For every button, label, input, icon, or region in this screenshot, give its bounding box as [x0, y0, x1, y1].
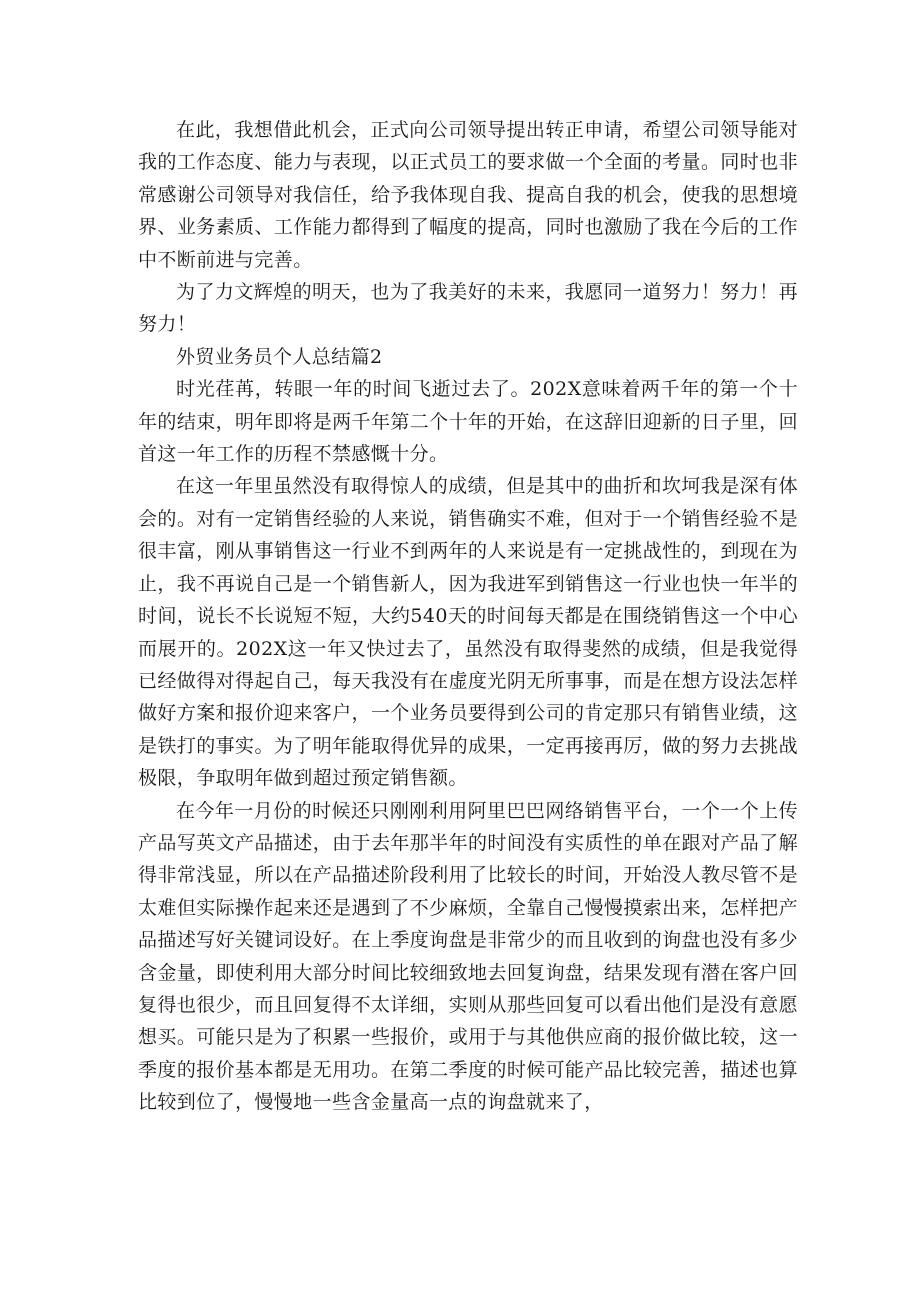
paragraph-pledge: 为了力文辉煌的明天，也为了我美好的未来，我愿同一道努力！努力！再努力！: [138, 281, 798, 336]
paragraph-sales-experience: 在这一年里虽然没有取得惊人的成绩，但是其中的曲折和坎坷我是深有体会的。对有一定销售经验的人来说，销售确实不难，但对于一个销售经验不是很丰富，刚从事销售这一行业不到两年的人来说是有一定挑战性的，到现在为止，我不再说自己是一个销售新人，因为我进军到销售这一行业也快一年半的时间，说长不长说短不短，大约540天的时间每天都是在围绕销售这一个中心而展开的。202X这一年又快过去了，虽然没有取得斐然的成绩，但是我觉得已经做得对得起自己，每天我没有在虚度光阴无所事事，而是在想方设法怎样做好方案和报价迎来客户，一个业务员要得到公司的肯定那只有销售业绩，这是铁打的事实。为了明年能取得优异的成果，一定再接再厉，做的努力去挑战极限，争取明年做到超过预定销售额。: [138, 475, 798, 790]
paragraph-application: 在此，我想借此机会，正式向公司领导提出转正申请，希望公司领导能对我的工作态度、能力与表现，以正式员工的要求做一个全面的考量。同时也非常感谢公司领导对我信任，给予我体现自我、提高自我的机会，使我的思想境界、业务素质、工作能力都得到了幅度的提高，同时也激励了我在今后的工作中不断前进与完善。: [138, 119, 798, 271]
document-body: [138, 114, 798, 1119]
paragraph-year-review: 时光荏苒，转眼一年的时间飞逝过去了。202X意味着两千年的第一个十年的结束，明年即将是两千年第二个十年的开始，在这辞旧迎新的日子里，回首这一年工作的历程不禁感慨十分。: [138, 378, 798, 466]
section-heading: 外贸业务员个人总结篇2: [176, 345, 383, 368]
paragraph-alibaba-platform: 在今年一月份的时候还只刚刚利用阿里巴巴网络销售平台，一个一个上传产品写英文产品描述，由于去年那半年的时间没有实质性的单在跟对产品了解得非常浅显，所以在产品描述阶段利用了比较长的时间，开始没人教尽管不是太难但实际操作起来还是遇到了不少麻烦，全靠自己慢慢摸索出来，怎样把产品描述写好关键词设好。在上季度询盘是非常少的而且收到的询盘也没有多少含金量，即使利用大部分时间比较细致地去回复询盘，结果发现有潜在客户回复得也很少，而且回复得不太详细，实则从那些回复可以看出他们是没有意愿想买。可能只是为了积累一些报价，或用于与其他供应商的报价做比较，这一季度的报价基本都是无用功。在第二季度的时候可能产品比较完善，描述也算比较到位了，慢慢地一些含金量高一点的询盘就来了，: [138, 799, 798, 1114]
